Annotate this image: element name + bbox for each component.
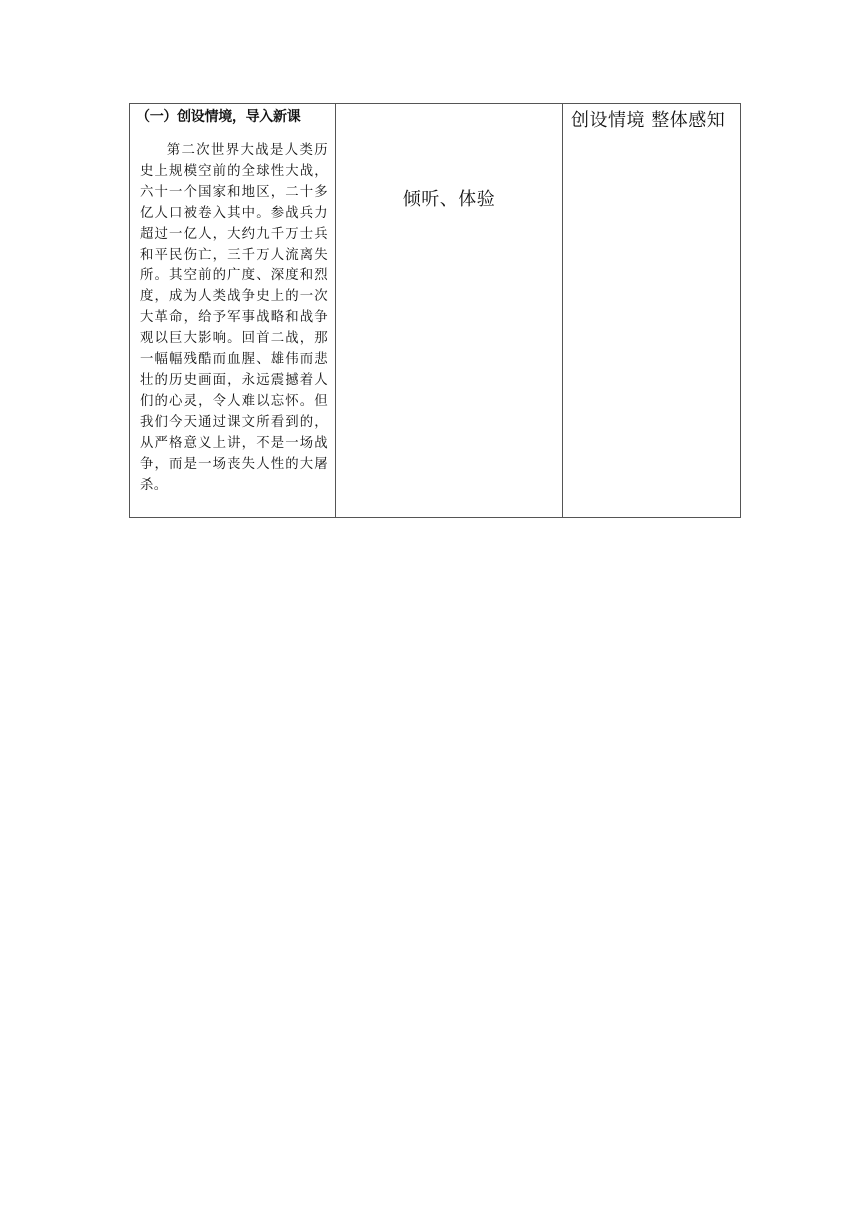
teaching-content-cell	[130, 104, 336, 518]
section-paragraph: 第二次世界大战是人类历史上规模空前的全球性大战，六十一个国家和地区，二十多亿人口被卷入其中。参战兵力超过一亿人，大约九千万士兵和平民伤亡，三千万人流离失所。其空前的广度、深度和烈度，成为人类战争史上的一次大革命，给予军事战略和战争观以巨大影响。回首二战，那一幅幅残酷而血腥、雄伟而悲壮的历史画面，永远震撼着人们的心灵，令人难以忘怀。但我们今天通过课文所看到的，从严格意义上讲，不是一场战争，而是一场丧失人性的大屠杀。	[140, 143, 328, 493]
design-intent-cell	[563, 104, 741, 518]
table-row	[130, 104, 741, 518]
lesson-plan-table	[129, 103, 741, 518]
student-activity-text: 倾听、体验	[402, 189, 496, 210]
student-activity-cell	[336, 104, 563, 518]
design-intent-text: 创设情境 整体感知	[571, 110, 726, 131]
section-heading: （一）创设情境，导入新课	[136, 109, 301, 125]
